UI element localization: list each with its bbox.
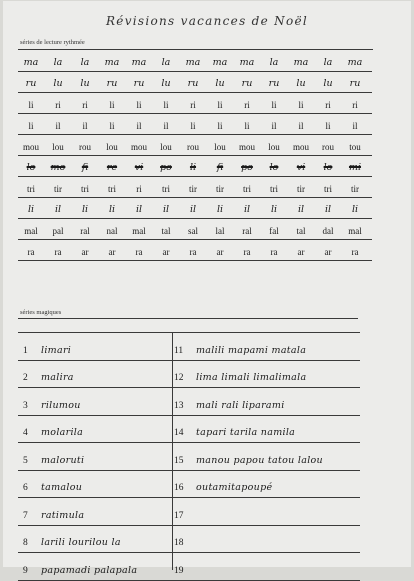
syllable: la — [161, 57, 171, 68]
syllable: ma — [185, 57, 201, 68]
syllable: li — [244, 121, 250, 131]
right-cell — [174, 443, 360, 470]
syllable: lu — [215, 78, 225, 89]
syllable: mal — [24, 226, 38, 236]
syllable: li — [81, 204, 89, 215]
syllable-row — [18, 53, 368, 69]
syllable: fi — [216, 162, 224, 173]
syllable: li — [190, 121, 196, 131]
table-row — [18, 498, 360, 526]
right-cell — [174, 333, 360, 360]
syllable: mou — [130, 142, 147, 152]
syllable: lo — [323, 162, 333, 173]
syllable-row — [18, 74, 368, 90]
syllable: ma — [293, 57, 309, 68]
syllable: vi — [134, 162, 144, 173]
magic-word: tamalou — [41, 482, 83, 493]
syllable: tir — [54, 184, 62, 194]
syllable: tir — [297, 184, 305, 194]
ruled-line — [18, 239, 372, 240]
syllable: lo — [26, 162, 36, 173]
item-number: 4 — [23, 428, 28, 438]
syllable: la — [53, 57, 63, 68]
syllable: fi — [81, 162, 89, 173]
magic-word: molarila — [41, 427, 84, 438]
syllable: ral — [80, 226, 90, 236]
syllable: li — [351, 204, 359, 215]
right-cell — [174, 388, 360, 415]
syllable: ra — [270, 247, 278, 257]
table-row — [18, 416, 360, 444]
magic-word: tapari tarila namila — [196, 427, 296, 438]
syllable: tri — [243, 184, 251, 194]
right-cell — [174, 526, 360, 553]
syllable-row — [18, 221, 368, 237]
left-cell — [18, 471, 172, 498]
syllable: ra — [135, 247, 143, 257]
syllable: il — [82, 121, 88, 131]
section-underline — [18, 49, 373, 50]
item-number: 15 — [174, 455, 184, 466]
item-number: 9 — [23, 565, 28, 576]
syllable: po — [160, 162, 172, 173]
syllable: mou — [22, 142, 39, 152]
magic-word: rilumou — [41, 399, 81, 411]
ruled-line — [18, 71, 372, 72]
syllable: il — [163, 121, 169, 131]
syllable: mo — [50, 162, 66, 173]
syllable: tri — [108, 184, 116, 194]
table-row — [18, 443, 360, 471]
syllable: mou — [238, 142, 255, 152]
magic-word: manou papou tatou lalou — [196, 454, 323, 466]
syllable: li — [298, 100, 304, 110]
syllable: re — [106, 162, 118, 173]
left-cell — [18, 333, 172, 360]
magic-word: malira — [41, 372, 74, 383]
syllable: ar — [81, 247, 89, 257]
syllable: ra — [351, 247, 359, 257]
item-number: 18 — [174, 538, 184, 548]
table-column-divider — [172, 332, 173, 570]
worksheet-page — [3, 1, 411, 576]
magic-words-table — [18, 332, 360, 581]
item-number: 1 — [23, 345, 28, 356]
syllable: il — [352, 121, 358, 131]
syllable: ru — [133, 78, 145, 89]
syllable: li — [109, 100, 115, 110]
item-number: 12 — [174, 373, 184, 383]
syllable: lu — [53, 78, 63, 89]
syllable: li — [325, 121, 331, 131]
syllable: li — [163, 100, 169, 110]
syllable: rou — [322, 142, 334, 152]
syllable: lou — [160, 142, 172, 152]
item-number: 6 — [23, 483, 28, 493]
syllable: ar — [162, 247, 170, 257]
syllable: ma — [23, 57, 39, 68]
right-cell — [174, 416, 360, 443]
syllable: il — [135, 204, 143, 215]
left-cell — [18, 361, 172, 388]
syllable: li — [109, 121, 115, 131]
syllable-row — [18, 200, 368, 216]
left-cell — [18, 498, 172, 525]
item-number: 19 — [174, 565, 184, 576]
left-cell — [18, 443, 172, 470]
ruled-line — [18, 197, 372, 198]
table-row — [18, 361, 360, 389]
syllable: tir — [216, 184, 224, 194]
syllable: li — [28, 100, 34, 110]
syllable: tou — [349, 142, 361, 152]
syllable: tri — [324, 184, 332, 194]
left-cell — [18, 388, 172, 415]
syllable: tri — [27, 184, 35, 194]
syllable: la — [323, 57, 333, 68]
syllable: lu — [296, 78, 306, 89]
syllable: ri — [352, 100, 358, 110]
magic-word: lima limali limalimala — [196, 372, 307, 383]
syllable: ma — [104, 57, 120, 68]
magic-word: outamitapoupé — [196, 482, 273, 493]
left-cell — [18, 553, 172, 580]
syllable: ar — [108, 247, 116, 257]
item-number: 16 — [174, 483, 184, 493]
syllable-row — [18, 116, 368, 132]
magic-word: ratimula — [41, 509, 85, 521]
syllable: nal — [106, 226, 118, 236]
magic-word: limari — [41, 344, 72, 356]
syllable: po — [241, 162, 253, 173]
syllable: ra — [54, 247, 62, 257]
syllable: tir — [189, 184, 197, 194]
syllable: lu — [161, 78, 171, 89]
syllable: tal — [296, 226, 306, 236]
syllable: ma — [347, 57, 363, 68]
syllable-row — [18, 95, 368, 111]
page-title: Révisions vacances de Noël — [105, 14, 309, 28]
syllable: il — [271, 121, 277, 131]
syllable: mal — [132, 226, 146, 236]
syllable: ri — [55, 100, 61, 110]
table-row — [18, 471, 360, 499]
syllable: tri — [270, 184, 278, 194]
section-label-rhythmic-reading: séries de lecture rythmée — [20, 39, 85, 46]
syllable-row — [18, 179, 368, 195]
syllable: li — [270, 204, 278, 215]
item-number: 7 — [23, 510, 28, 521]
item-number: 2 — [23, 373, 28, 383]
syllable: ru — [25, 78, 37, 89]
syllable-row — [18, 137, 368, 153]
syllable: li — [108, 204, 116, 215]
syllable: li — [271, 100, 277, 110]
syllable: il — [189, 204, 197, 215]
syllable: fal — [269, 226, 279, 236]
syllable: ru — [241, 78, 253, 89]
syllable: ru — [106, 78, 118, 89]
syllable: lu — [323, 78, 333, 89]
syllable: ma — [239, 57, 255, 68]
syllable: lou — [268, 142, 280, 152]
ruled-line — [18, 134, 372, 135]
syllable: il — [297, 204, 305, 215]
ruled-line — [18, 155, 372, 156]
syllable: ru — [187, 78, 199, 89]
magic-word: mali rali liparami — [196, 399, 285, 411]
syllable: il — [324, 204, 332, 215]
table-row — [18, 526, 360, 554]
item-number: 11 — [174, 345, 184, 356]
syllable: il — [162, 204, 170, 215]
syllable: li — [216, 204, 224, 215]
table-row — [18, 332, 360, 361]
magic-word: malili mapami matala — [196, 344, 307, 356]
ruled-line — [18, 218, 372, 219]
syllable: ma — [212, 57, 228, 68]
syllable: ra — [243, 247, 251, 257]
table-row — [18, 388, 360, 416]
syllable: ru — [268, 78, 280, 89]
syllable: mou — [292, 142, 309, 152]
left-cell — [18, 416, 172, 443]
syllable: lou — [214, 142, 226, 152]
ruled-line — [18, 113, 372, 114]
right-cell — [174, 498, 360, 525]
syllable: mal — [348, 226, 362, 236]
syllable: ra — [27, 247, 35, 257]
syllable: mi — [348, 162, 362, 173]
magic-word: papamadi palapala — [41, 564, 138, 576]
ruled-line — [18, 260, 372, 261]
syllable: tal — [161, 226, 171, 236]
syllable: li — [136, 100, 142, 110]
syllable: lal — [215, 226, 225, 236]
right-cell — [174, 471, 360, 498]
ruled-line — [18, 92, 372, 93]
syllable: lu — [80, 78, 90, 89]
syllable: la — [269, 57, 279, 68]
item-number: 17 — [174, 510, 184, 521]
syllable: lou — [106, 142, 118, 152]
syllable: il — [243, 204, 251, 215]
magic-word: maloruti — [41, 454, 85, 466]
item-number: 3 — [23, 400, 28, 411]
syllable: tri — [81, 184, 89, 194]
syllable: tri — [162, 184, 170, 194]
syllable-row — [18, 242, 368, 258]
syllable: il — [136, 121, 142, 131]
syllable-row — [18, 158, 368, 174]
syllable: dal — [322, 226, 334, 236]
syllable: ral — [242, 226, 252, 236]
syllable: ra — [189, 247, 197, 257]
item-number: 14 — [174, 428, 184, 438]
syllable: ri — [325, 100, 331, 110]
syllable: rou — [79, 142, 91, 152]
syllable: ar — [216, 247, 224, 257]
syllable: il — [55, 121, 61, 131]
syllable: tir — [351, 184, 359, 194]
syllable: pal — [52, 226, 64, 236]
syllable: ri — [190, 100, 196, 110]
syllable: rou — [187, 142, 199, 152]
table-row — [18, 553, 360, 581]
syllable: li — [217, 121, 223, 131]
syllable: ma — [131, 57, 147, 68]
syllable: vi — [296, 162, 306, 173]
right-cell — [174, 361, 360, 388]
syllable: ri — [82, 100, 88, 110]
syllable: li — [217, 100, 223, 110]
section-label-magic-series: séries magiques — [20, 309, 62, 316]
item-number: 13 — [174, 400, 184, 411]
right-cell — [174, 553, 360, 580]
left-cell — [18, 526, 172, 553]
syllable: sal — [188, 226, 198, 236]
syllable: ri — [244, 100, 250, 110]
syllable: ri — [136, 184, 142, 194]
syllable: lou — [52, 142, 64, 152]
syllable: li — [27, 204, 35, 215]
syllable: ru — [349, 78, 361, 89]
syllable: li — [189, 162, 197, 173]
magic-word: larili lourilou la — [41, 537, 121, 548]
ruled-line — [18, 176, 372, 177]
section-underline — [18, 318, 358, 319]
syllable: ar — [297, 247, 305, 257]
item-number: 5 — [23, 455, 28, 466]
syllable: il — [298, 121, 304, 131]
syllable: lo — [269, 162, 279, 173]
item-number: 8 — [23, 538, 28, 548]
syllable: ar — [324, 247, 332, 257]
syllable: la — [80, 57, 90, 68]
syllable: il — [54, 204, 62, 215]
syllable: li — [28, 121, 34, 131]
